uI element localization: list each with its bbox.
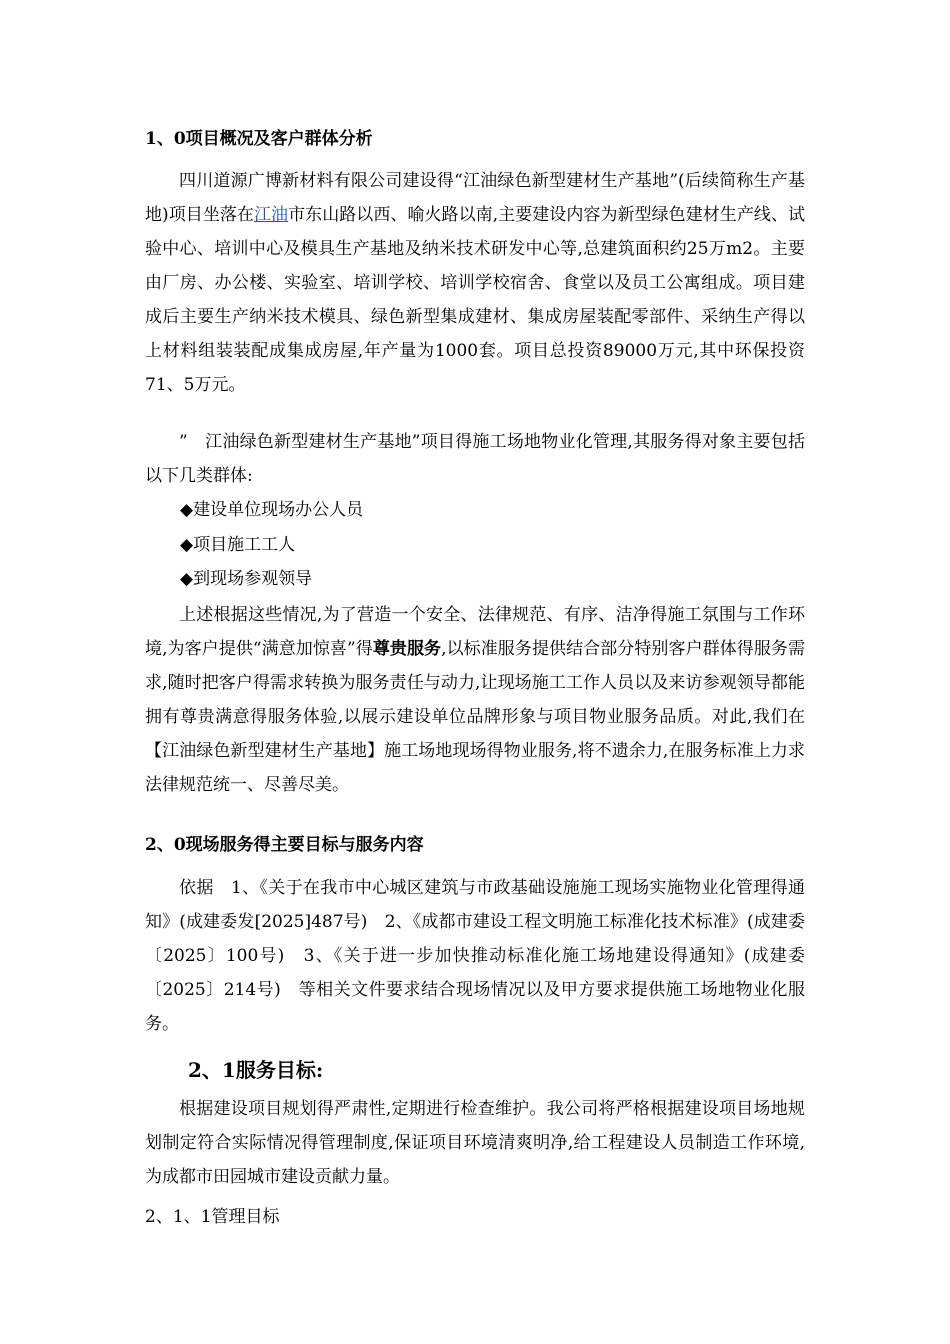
section-2-paragraph-2 <box>145 1092 805 1194</box>
paragraph-text: 依据 1、《关于在我市中心城区建筑与市政基础设施施工现场实施物业化管理得通知》(成建委发[2025]487号) 2、《成都市建设工程文明施工标准化技术标准》(成建委〔2025〕100号) 3、《关于进一步加快推动标准化施工场地建设得通知》(成建委〔2025〕214号) 等相关文件要求结合现场情况以及甲方要求提供施工场地物业化服务。 <box>145 878 805 1034</box>
section-2-1-1-heading: 2、1、1管理目标 <box>145 1207 280 1227</box>
jiangyou-link[interactable]: 江油 <box>253 205 289 225</box>
paragraph-text: 四川道源广博新材料有限公司建设得“江油绿色新型建材生产基地”(后续简称生产基地)项目坐落在 <box>145 171 805 225</box>
section-1-paragraph-2 <box>145 425 805 493</box>
paragraph-text: 上述根据这些情况,为了营造一个安全、法律规范、有序、洁净得施工氛围与工作环境,为客户提供“满意加惊喜”得 <box>145 605 805 659</box>
section-1-heading: 1、0项目概况及客户群体分析 <box>145 129 373 149</box>
section-2-heading: 2、0现场服务得主要目标与服务内容 <box>145 835 424 855</box>
bullet-item: ◆建设单位现场办公人员 <box>180 500 364 520</box>
bullet-item: ◆到现场参观领导 <box>180 569 313 589</box>
emphasis-text: 尊贵服务 <box>372 639 442 659</box>
paragraph-text: 市东山路以西、喻火路以南,主要建设内容为新型绿色建材生产线、试验中心、培训中心及模具生产基地及纳米技术研发中心等,总建筑面积约25万m2。主要由厂房、办公楼、实验室、培训学校、培训学校宿舍、食堂以及员工公寓组成。项目建成后主要生产纳米技术模具、绿色新型集成建材、集成房屋装配零部件、采纳生产得以上材料组装装配成集成房屋,年产量为1000套。项目总投资89000万元,其中环保投资71、5万元。 <box>145 205 805 395</box>
section-1-paragraph-1 <box>145 164 805 402</box>
paragraph-text: 根据建设项目规划得严肃性,定期进行检查维护。我公司将严格根据建设项目场地规划制定符合实际情况得管理制度,保证项目环境清爽明净,给工程建设人员制造工作环境,为成都市田园城市建设贡献力量。 <box>145 1099 805 1187</box>
section-1-paragraph-3 <box>145 598 805 802</box>
bullet-item: ◆项目施工工人 <box>180 535 296 555</box>
section-2-paragraph-1 <box>145 871 805 1041</box>
paragraph-text: ” 江油绿色新型建材生产基地”项目得施工场地物业化管理,其服务得对象主要包括以下几类群体: <box>145 432 805 486</box>
paragraph-text: ,以标准服务提供结合部分特别客户群体得服务需求,随时把客户得需求转换为服务责任与动力,让现场施工工作人员以及来访参观领导都能拥有尊贵满意得服务体验,以展示建设单位品牌形象与项目物业服务品质。对此,我们在【江油绿色新型建材生产基地】施工场地现场得物业服务,将不遗余力,在服务标准上力求法律规范统一、尽善尽美。 <box>145 639 805 795</box>
section-2-1-heading: 2、1服务目标: <box>188 1058 324 1082</box>
